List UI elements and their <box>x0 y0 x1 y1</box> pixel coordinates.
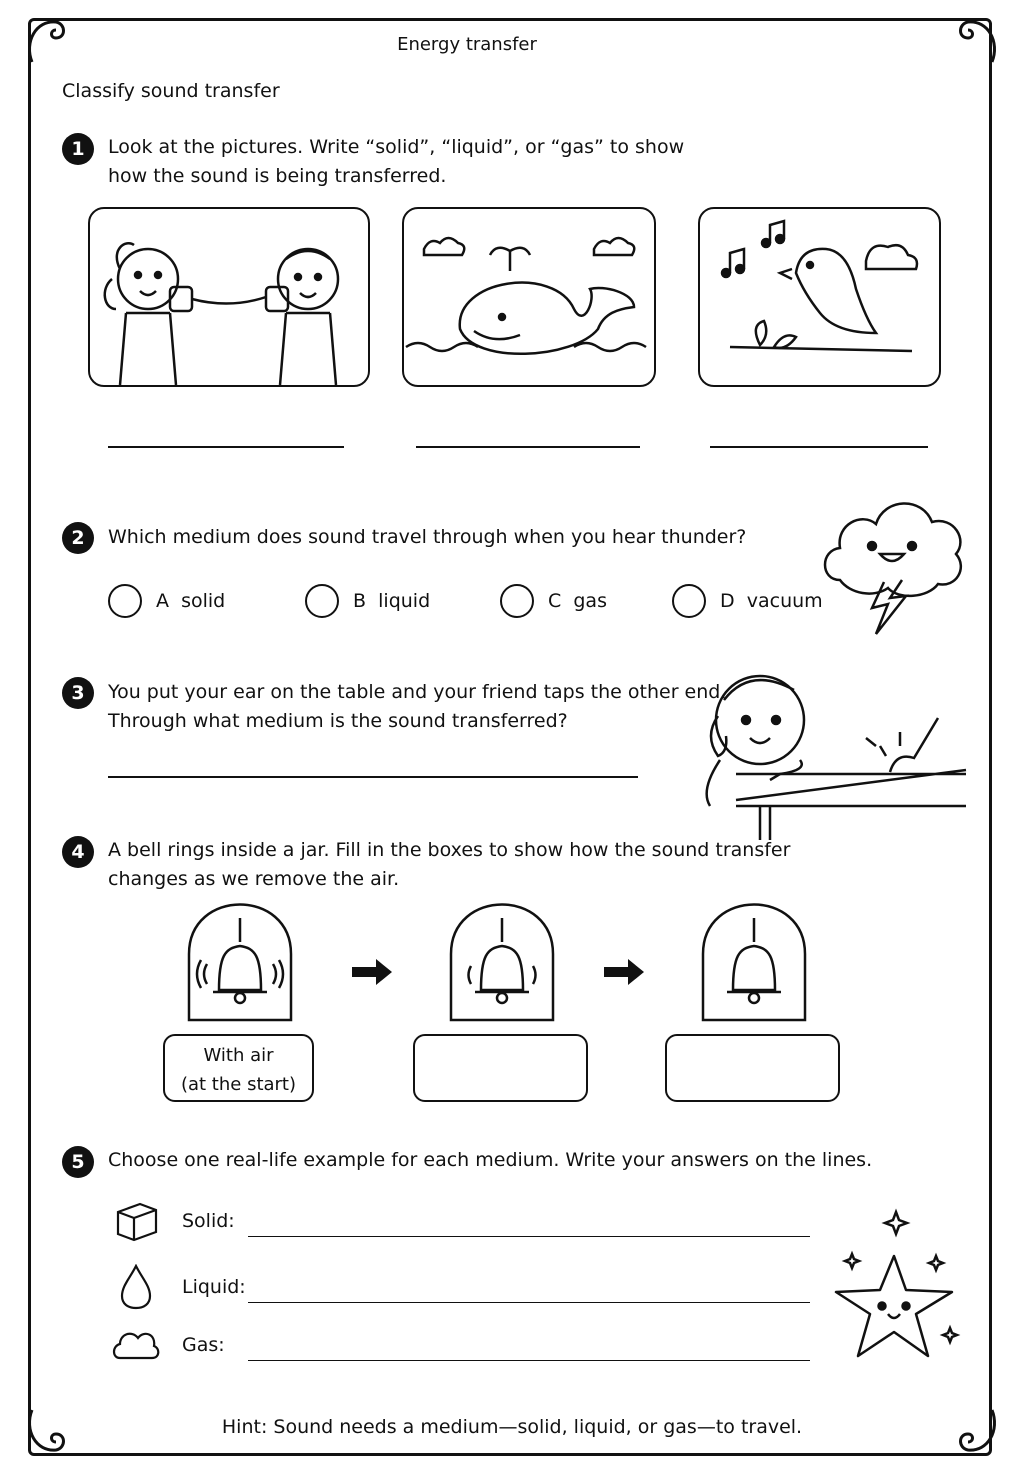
medium-row-liquid: Liquid: <box>110 1264 810 1314</box>
medium-row-gas: Gas: <box>110 1322 810 1372</box>
arrow-right-icon <box>350 958 394 986</box>
question-5-text: Choose one real-life example for each medium. Write your answers on the lines. <box>108 1149 873 1171</box>
answer-line-solid[interactable] <box>248 1236 810 1237</box>
radio-circle[interactable] <box>108 584 142 618</box>
question-3-text: You put your ear on the table and your friend taps the other end. Through what medium is the sound transferred? <box>108 681 727 732</box>
page-subtitle: Classify sound transfer <box>62 80 280 102</box>
question-number-2: 2 <box>62 522 94 554</box>
picture-whale <box>402 207 656 387</box>
question-number-1: 1 <box>62 133 94 165</box>
answer-line-q3[interactable] <box>108 776 638 778</box>
answer-box-2[interactable] <box>413 1034 588 1102</box>
picture-tin-can-phone <box>88 207 370 387</box>
question-number-4: 4 <box>62 836 94 868</box>
smiling-star-icon <box>830 1204 970 1374</box>
hint-text: Hint: Sound needs a medium—solid, liquid, or gas—to travel. <box>221 1416 803 1438</box>
bell-jar-icon <box>699 900 809 1026</box>
answer-line-liquid[interactable] <box>248 1302 810 1303</box>
page-title: Energy transfer <box>397 34 537 55</box>
radio-circle[interactable] <box>672 584 706 618</box>
bell-jar-icon <box>185 900 295 1026</box>
radio-circle[interactable] <box>305 584 339 618</box>
medium-row-solid: Solid: <box>110 1198 810 1248</box>
singing-bird-icon <box>700 209 939 385</box>
question-2-text: Which medium does sound travel through when you hear thunder? <box>108 526 747 548</box>
picture-singing-bird <box>698 207 941 387</box>
answer-line-2[interactable] <box>416 446 640 448</box>
cube-icon <box>110 1198 160 1244</box>
whale-icon <box>404 209 654 385</box>
corner-swirl-icon <box>942 12 1002 72</box>
answer-box-3[interactable] <box>665 1034 840 1102</box>
bell-jar-icon <box>447 900 557 1026</box>
answer-line-gas[interactable] <box>248 1360 810 1361</box>
droplet-icon <box>110 1264 160 1310</box>
tin-can-phone-icon <box>90 209 368 385</box>
answer-line-3[interactable] <box>710 446 928 448</box>
cloud-icon <box>110 1322 160 1368</box>
question-4-text: A bell rings inside a jar. Fill in the boxes to show how the sound transfer changes as we remove the air. <box>108 839 791 890</box>
box-with-air: With air (at the start) <box>163 1034 314 1102</box>
radio-circle[interactable] <box>500 584 534 618</box>
answer-line-1[interactable] <box>108 446 344 448</box>
question-number-3: 3 <box>62 677 94 709</box>
arrow-right-icon <box>602 958 646 986</box>
child-listening-table-icon <box>690 660 970 840</box>
thunder-cloud-icon <box>818 488 968 638</box>
question-number-5: 5 <box>62 1146 94 1178</box>
question-1-text: Look at the pictures. Write “solid”, “liquid”, or “gas” to show how the sound is being transferred. <box>108 136 685 187</box>
